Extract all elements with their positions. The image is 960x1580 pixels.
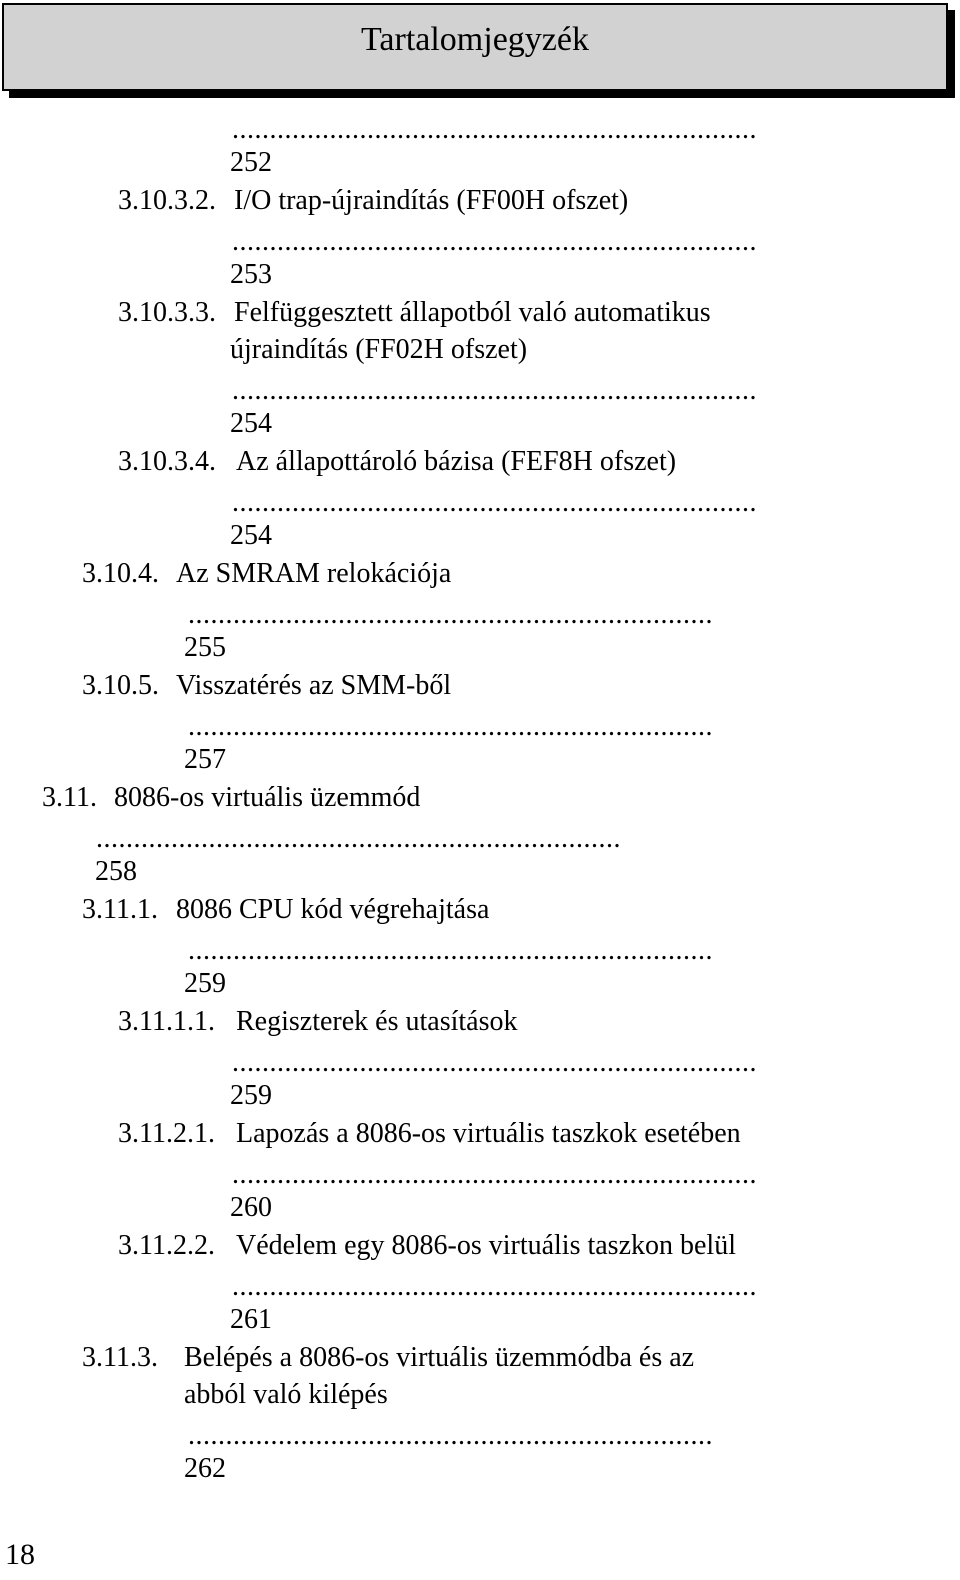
toc-leader: ...................................................................... xyxy=(96,829,621,849)
toc-number: 3.10.5. xyxy=(82,670,159,701)
toc-leader: ...................................................................... xyxy=(232,1277,757,1297)
toc-page: 260 xyxy=(230,1192,272,1223)
toc-number: 3.10.3.3. xyxy=(118,297,216,328)
toc-title: I/O trap-újraindítás (FF00H ofszet) xyxy=(234,185,629,216)
toc-page: 259 xyxy=(230,1080,272,1111)
toc-leader: ...................................................................... xyxy=(232,120,757,140)
toc-number: 3.11.1.1. xyxy=(118,1006,215,1037)
toc-title-continued: újraindítás (FF02H ofszet) xyxy=(230,334,528,365)
toc-number: 3.11.3. xyxy=(82,1342,158,1373)
toc-page: 254 xyxy=(230,520,272,551)
toc-page: 252 xyxy=(230,147,272,178)
toc-page: 253 xyxy=(230,259,272,290)
toc-page: 257 xyxy=(184,744,226,775)
toc-leader: ...................................................................... xyxy=(188,941,713,961)
toc-number: 3.10.3.4. xyxy=(118,446,216,477)
toc-leader: ...................................................................... xyxy=(188,605,713,625)
toc-title: Belépés a 8086-os virtuális üzemmódba és az xyxy=(184,1342,695,1373)
toc-page: 259 xyxy=(184,968,226,999)
toc-leader: ...................................................................... xyxy=(188,717,713,737)
toc-title: 8086-os virtuális üzemmód xyxy=(114,782,421,813)
toc-number: 3.10.3.2. xyxy=(118,185,216,216)
toc-title: Az állapottároló bázisa (FEF8H ofszet) xyxy=(236,446,677,477)
page-title: Tartalomjegyzék xyxy=(361,21,589,58)
toc-number: 3.11.2.1. xyxy=(118,1118,215,1149)
toc-title: Visszatérés az SMM-ből xyxy=(176,670,452,701)
toc-title: Lapozás a 8086-os virtuális taszkok esetében xyxy=(236,1118,741,1149)
toc-leader: ...................................................................... xyxy=(232,1053,757,1073)
toc-title-continued: abból való kilépés xyxy=(184,1379,388,1410)
toc-number: 3.11. xyxy=(42,782,97,813)
toc-page: 258 xyxy=(95,856,137,887)
page-header xyxy=(2,3,948,91)
toc-page: 262 xyxy=(184,1453,226,1484)
toc-leader: ...................................................................... xyxy=(232,381,757,401)
toc-page: 255 xyxy=(184,632,226,663)
toc-title: Az SMRAM relokációja xyxy=(176,558,452,589)
toc-page: 261 xyxy=(230,1304,272,1335)
page-number: 18 xyxy=(5,1538,35,1571)
toc-leader: ...................................................................... xyxy=(232,493,757,513)
toc-number: 3.11.1. xyxy=(82,894,158,925)
toc-number: 3.11.2.2. xyxy=(118,1230,215,1261)
toc-page: 254 xyxy=(230,408,272,439)
toc-title: Regiszterek és utasítások xyxy=(236,1006,518,1037)
toc-number: 3.10.4. xyxy=(82,558,159,589)
toc-leader: ...................................................................... xyxy=(232,232,757,252)
toc-title: Felfüggesztett állapotból való automatikus xyxy=(234,297,711,328)
toc-title: Védelem egy 8086-os virtuális taszkon belül xyxy=(236,1230,736,1261)
toc-title: 8086 CPU kód végrehajtása xyxy=(176,894,490,925)
toc-leader: ...................................................................... xyxy=(188,1426,713,1446)
toc-leader: ...................................................................... xyxy=(232,1165,757,1185)
